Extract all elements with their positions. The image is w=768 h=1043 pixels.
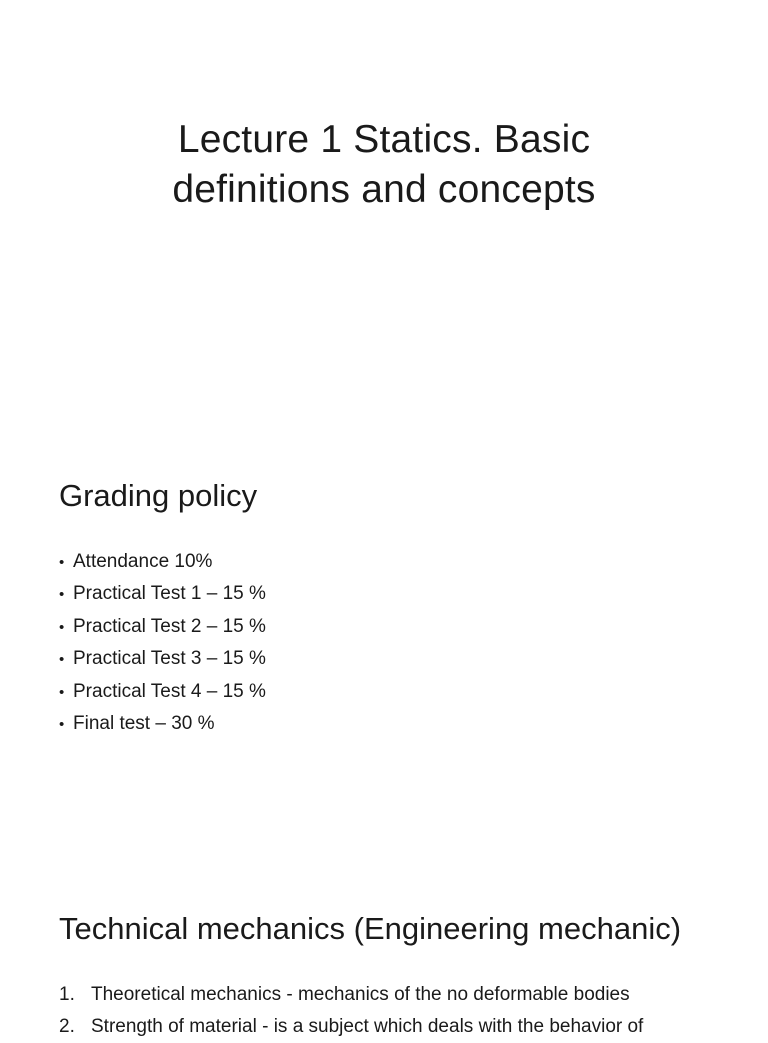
lecture-title-line-2: definitions and concepts — [172, 168, 596, 211]
list-item-text: Practical Test 2 – 15 % — [73, 615, 266, 637]
list-item-text: Attendance 10% — [73, 551, 213, 572]
list-item — [59, 546, 266, 578]
list-item-text: Theoretical mechanics - mechanics of the no deformable bodies — [91, 984, 630, 1005]
list-item-text: Practical Test 4 – 15 % — [73, 680, 266, 702]
list-item — [59, 708, 266, 740]
bullet-icon: • — [59, 715, 65, 733]
bullet-icon: • — [59, 683, 65, 701]
technical-mechanics-slide — [0, 864, 768, 1037]
list-item-text: Practical Test 3 – 15 % — [73, 648, 266, 670]
list-item — [59, 578, 266, 610]
list-item — [59, 643, 266, 675]
list-item — [59, 611, 266, 643]
technical-mechanics-list — [59, 979, 643, 1043]
title-slide — [0, 0, 768, 432]
bullet-icon: • — [59, 554, 65, 571]
bullet-icon: • — [59, 618, 65, 636]
grading-policy-slide — [0, 432, 768, 864]
grading-policy-list — [59, 546, 266, 740]
lecture-title-line-1: Lecture 1 Statics. Basic — [177, 118, 591, 161]
list-item-number: 1. — [59, 984, 75, 1005]
list-item-text: Strength of material - is a subject which deals with the behavior of — [91, 1016, 644, 1037]
list-item — [59, 979, 643, 1011]
list-item-text: Final test – 30 % — [73, 712, 215, 734]
list-item — [59, 1011, 643, 1043]
list-item-number: 2. — [59, 1016, 75, 1037]
list-item-text: Practical Test 1 – 15 % — [73, 583, 266, 605]
list-item — [59, 676, 266, 708]
grading-policy-heading: Grading policy — [59, 478, 258, 513]
bullet-icon: • — [59, 651, 65, 669]
bullet-icon: • — [59, 586, 65, 604]
technical-mechanics-heading: Technical mechanics (Engineering mechanic) — [59, 911, 682, 946]
lecture-title — [0, 115, 768, 215]
